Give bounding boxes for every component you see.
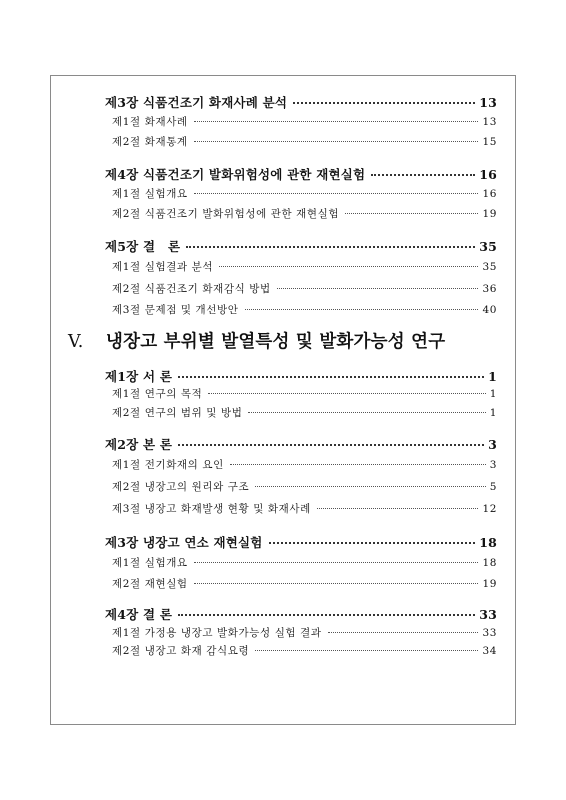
toc-label: 제4장 식품건조기 발화위험성에 관한 재현실험 <box>105 167 366 182</box>
toc-chapter[interactable] <box>105 165 497 183</box>
toc-page-number: 1 <box>488 369 497 384</box>
toc-label: 제1절 가정용 냉장고 발화가능성 실험 결과 <box>112 627 322 639</box>
toc-section[interactable] <box>112 625 497 640</box>
toc-section[interactable] <box>112 134 497 149</box>
toc-section[interactable] <box>112 206 497 221</box>
toc-section[interactable] <box>112 259 497 274</box>
leader-dots <box>178 376 484 378</box>
leader-dots <box>178 444 484 446</box>
toc-page-number: 13 <box>479 95 497 110</box>
toc-label: 제1절 실험개요 <box>112 557 188 569</box>
toc-page-number: 18 <box>482 557 497 569</box>
leader-dots <box>293 102 475 104</box>
leader-dots <box>328 632 479 633</box>
leader-dots <box>194 193 479 194</box>
toc-section[interactable] <box>112 405 497 420</box>
leader-dots <box>277 288 479 289</box>
toc-page-number: 36 <box>482 283 497 295</box>
toc-chapter[interactable] <box>105 93 497 111</box>
toc-label: 제2절 연구의 범위 및 방법 <box>112 407 243 419</box>
toc-page-number: 19 <box>482 578 497 590</box>
toc-page-number: 16 <box>482 188 497 200</box>
toc-page-number: 16 <box>479 167 497 182</box>
toc-label: 제2절 식품건조기 발화위험성에 관한 재현실험 <box>112 208 340 220</box>
toc-page-number: 13 <box>482 116 497 128</box>
toc-page-number: 33 <box>479 607 497 622</box>
toc-label: 제4장 결 론 <box>105 607 173 622</box>
toc-chapter[interactable] <box>105 605 497 623</box>
toc-section[interactable] <box>112 576 497 591</box>
leader-dots <box>255 486 485 487</box>
toc-label: 제1절 실험개요 <box>112 188 188 200</box>
leader-dots <box>208 393 485 394</box>
toc-page-number: 35 <box>479 239 497 254</box>
toc-label: 제3절 문제점 및 개선방안 <box>112 304 239 316</box>
leader-dots <box>255 650 478 651</box>
toc-label: 제2절 식품건조기 화재감식 방법 <box>112 283 271 295</box>
leader-dots <box>371 174 475 176</box>
leader-dots <box>269 542 476 544</box>
leader-dots <box>245 309 479 310</box>
toc-page-number: 1 <box>489 407 497 419</box>
leader-dots <box>194 121 479 122</box>
toc-label: 제2절 냉장고의 원리와 구조 <box>112 481 250 493</box>
toc-page-number: 19 <box>482 208 497 220</box>
toc-label: 제3장 식품건조기 화재사례 분석 <box>105 95 288 110</box>
toc-chapter[interactable] <box>105 237 497 255</box>
toc-page-number: 3 <box>489 459 497 471</box>
toc-page-number: 40 <box>482 304 497 316</box>
leader-dots <box>219 266 478 267</box>
toc-page-number: 12 <box>482 503 497 515</box>
toc-page-number: 3 <box>488 437 497 452</box>
toc-page-number: 15 <box>482 136 497 148</box>
toc-label: 제2장 본 론 <box>105 437 173 452</box>
leader-dots <box>230 464 486 465</box>
toc-label: 제5장 결 론 <box>105 239 181 254</box>
toc-label: 제2절 재현실험 <box>112 578 188 590</box>
leader-dots <box>186 246 475 248</box>
toc-page-number: 34 <box>482 645 497 657</box>
leader-dots <box>248 412 485 413</box>
leader-dots <box>194 583 479 584</box>
toc-section[interactable] <box>112 643 497 658</box>
toc-page-number: 18 <box>479 535 497 550</box>
toc-section[interactable] <box>112 386 497 401</box>
toc-section[interactable] <box>112 114 497 129</box>
leader-dots <box>317 508 479 509</box>
leader-dots <box>345 213 478 214</box>
toc-label: 제1절 연구의 목적 <box>112 388 203 400</box>
toc-section[interactable] <box>112 555 497 570</box>
toc-page-number: 33 <box>482 627 497 639</box>
leader-dots <box>194 141 479 142</box>
leader-dots <box>178 614 475 616</box>
toc-label: 제2절 냉장고 화재 감식요령 <box>112 645 250 657</box>
toc-section[interactable] <box>112 302 497 317</box>
toc-label: 제1절 전기화재의 요인 <box>112 459 224 471</box>
toc-label: 제1절 화재사례 <box>112 116 188 128</box>
toc-page-number: 1 <box>489 388 497 400</box>
toc-section[interactable] <box>112 501 497 516</box>
toc-section[interactable] <box>112 479 497 494</box>
toc-label: 제3장 냉장고 연소 재현실험 <box>105 535 263 550</box>
part-number: V. <box>68 332 84 352</box>
toc-page-number: 35 <box>482 261 497 273</box>
toc-section[interactable] <box>112 186 497 201</box>
toc-section[interactable] <box>112 281 497 296</box>
toc-chapter[interactable] <box>105 367 497 385</box>
toc-label: 제3절 냉장고 화재발생 현황 및 화재사례 <box>112 503 311 515</box>
toc-label: 제1장 서 론 <box>105 369 173 384</box>
part-heading <box>68 328 508 353</box>
leader-dots <box>194 562 479 563</box>
toc-section[interactable] <box>112 457 497 472</box>
toc-page-number: 5 <box>489 481 497 493</box>
toc-label: 제2절 화재통계 <box>112 136 188 148</box>
toc-chapter[interactable] <box>105 533 497 551</box>
toc-label: 제1절 실험결과 분석 <box>112 261 214 273</box>
toc-chapter[interactable] <box>105 435 497 453</box>
part-title: 냉장고 부위별 발열특성 및 발화가능성 연구 <box>106 332 446 352</box>
